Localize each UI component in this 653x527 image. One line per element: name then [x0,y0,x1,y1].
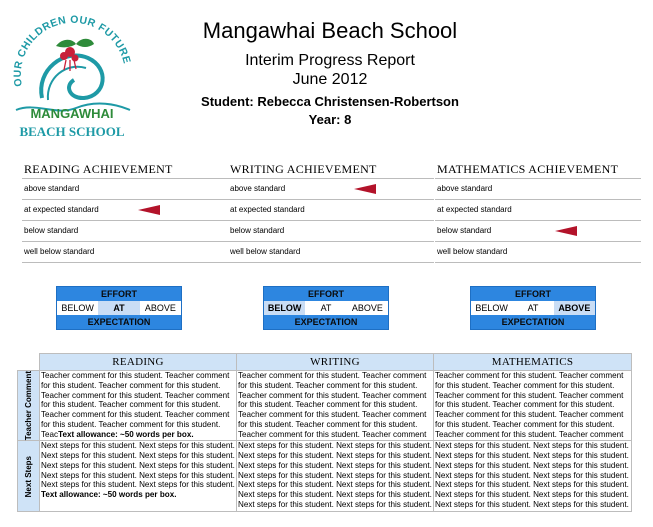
level-label: above standard [24,184,80,193]
mathematics-achievement-title: MATHEMATICS ACHIEVEMENT [437,162,619,176]
reading-comment-cell[interactable] [40,371,237,441]
logo-word-beach-school: BEACH SCHOOL [19,124,125,139]
table-header-row [18,354,632,371]
mathematics-steps-cell[interactable]: Next steps for this student. Next steps for this student. Next steps for this student. Next steps for this student. Next steps for this student. Next steps for this student. Next steps for this student. Next steps for this student. Next steps for this student. Next steps for this student. Next steps for this student. Next steps for this student. Next steps for this student. Next steps for this student. [434,441,632,512]
reading-level-row [22,178,228,199]
effort-option-above: ABOVE [144,303,176,313]
writing-level-row [228,220,434,241]
mathematics-level-row [435,178,641,199]
effort-options [471,301,595,315]
row-header-next-steps: Next Steps [18,441,40,512]
effort-options [57,301,181,315]
school-name: Mangawhai Beach School [202,18,458,43]
writing-level-row [228,199,434,220]
col-header-reading: READING [40,354,237,371]
level-marker-icon [138,205,160,215]
writing-level-row [228,241,434,263]
expectation-label: EXPECTATION [264,315,388,329]
mathematics-comment-cell[interactable]: Teacher comment for this student. Teacher comment for this student. Teacher comment for this student. Teacher comment for this student. Teacher comment for this student. Teacher comment for this student. Teacher comment for this student. Teacher comment for this student. Teacher comment for this student. Teacher comment for this student. Teacher comment [434,371,632,441]
comments-table [17,353,632,512]
writing-comment-cell[interactable]: Teacher comment for this student. Teacher comment for this student. Teacher comment for this student. Teacher comment for this student. Teacher comment for this student. Teacher comment for this student. Teacher comment for this student. Teacher comment for this student. Teacher comment for this student. Teacher comment for this student. Teacher comment [237,371,434,441]
writing-achievement [228,160,434,263]
table-row [18,441,632,512]
student-label: Student: [201,94,254,109]
year-value: 8 [344,112,352,127]
effort-option-at: AT [527,303,539,313]
level-label: at expected standard [230,205,305,214]
col-header-mathematics: MATHEMATICS [434,354,632,371]
student-name: Rebecca Christensen-Robertson [257,94,459,109]
mathematics-effort-box [470,286,596,330]
level-label: at expected standard [437,205,512,214]
steps-text: Next steps for this student. Next steps for this student. Next steps for this student. Next steps for this student. Next steps for this student. Next steps for this student. Next steps for this student. Next steps for this student. Next steps for this student. Next steps for this student. [41,441,235,490]
writing-steps-cell[interactable]: Next steps for this student. Next steps for this student. Next steps for this student. Next steps for this student. Next steps for this student. Next steps for this student. Next steps for this student. Next steps for this student. Next steps for this student. Next steps for this student. Next steps for this student. Next steps for this student. Next steps for this student. Next steps for this student. [237,441,434,512]
expectation-label: EXPECTATION [471,315,595,329]
reading-level-row [22,220,228,241]
row-header-teacher-comment: Teacher Comment [18,371,40,441]
logo-word-mangawhai: MANGAWHAI [30,106,114,121]
mathematics-level-row [435,241,641,263]
reading-level-row [22,199,228,220]
level-marker-icon [555,226,577,236]
level-label: below standard [230,226,285,235]
level-label: well below standard [24,247,95,256]
school-logo [6,8,138,143]
reading-achievement [22,160,228,263]
expectation-label: EXPECTATION [57,315,181,329]
level-label: at expected standard [24,205,99,214]
level-label: above standard [437,184,493,193]
text-allowance: Text allowance: ~50 words per box. [58,429,194,439]
reading-effort-box [56,286,182,330]
level-marker-icon [354,184,376,194]
table-row [18,371,632,441]
writing-effort-box [263,286,389,330]
year-label: Year: [308,112,341,127]
level-label: below standard [437,226,492,235]
text-allowance: Text allowance: ~50 words per box. [41,490,177,500]
table-corner [18,354,40,371]
effort-label: EFFORT [57,287,181,301]
logo-arc-text: OUR CHILDREN OUR FUTURE [11,13,133,88]
writing-achievement-title: WRITING ACHIEVEMENT [230,162,377,176]
level-label: above standard [230,184,286,193]
col-header-writing: WRITING [237,354,434,371]
effort-option-at: AT [98,301,139,315]
mathematics-level-row [435,199,641,220]
report-title: Interim Progress Report [245,52,415,69]
effort-options [264,301,388,315]
mathematics-level-row [435,220,641,241]
effort-option-below: BELOW [61,303,94,313]
effort-label: EFFORT [264,287,388,301]
effort-label: EFFORT [471,287,595,301]
level-label: well below standard [437,247,508,256]
reading-achievement-title: READING ACHIEVEMENT [24,162,173,176]
level-label: well below standard [230,247,301,256]
effort-option-below: BELOW [475,303,508,313]
effort-option-above: ABOVE [351,303,383,313]
writing-level-row [228,178,434,199]
year-line [150,112,510,127]
reading-steps-cell[interactable] [40,441,237,512]
student-line [150,94,510,109]
report-date: June 2012 [292,71,368,88]
effort-option-at: AT [320,303,332,313]
reading-level-row [22,241,228,263]
level-label: below standard [24,226,79,235]
mathematics-achievement [435,160,641,263]
comment-text: Teacher comment for this student. Teacher comment for this student. Teacher comment for this student. Teacher comment for this student. Teacher comment for this student. Teacher comment for this student. Teacher comment for this student. Teacher comment for this student. Teacher comment for this student. Teac [41,371,230,439]
effort-option-below: BELOW [264,301,305,315]
effort-option-above: ABOVE [554,301,595,315]
